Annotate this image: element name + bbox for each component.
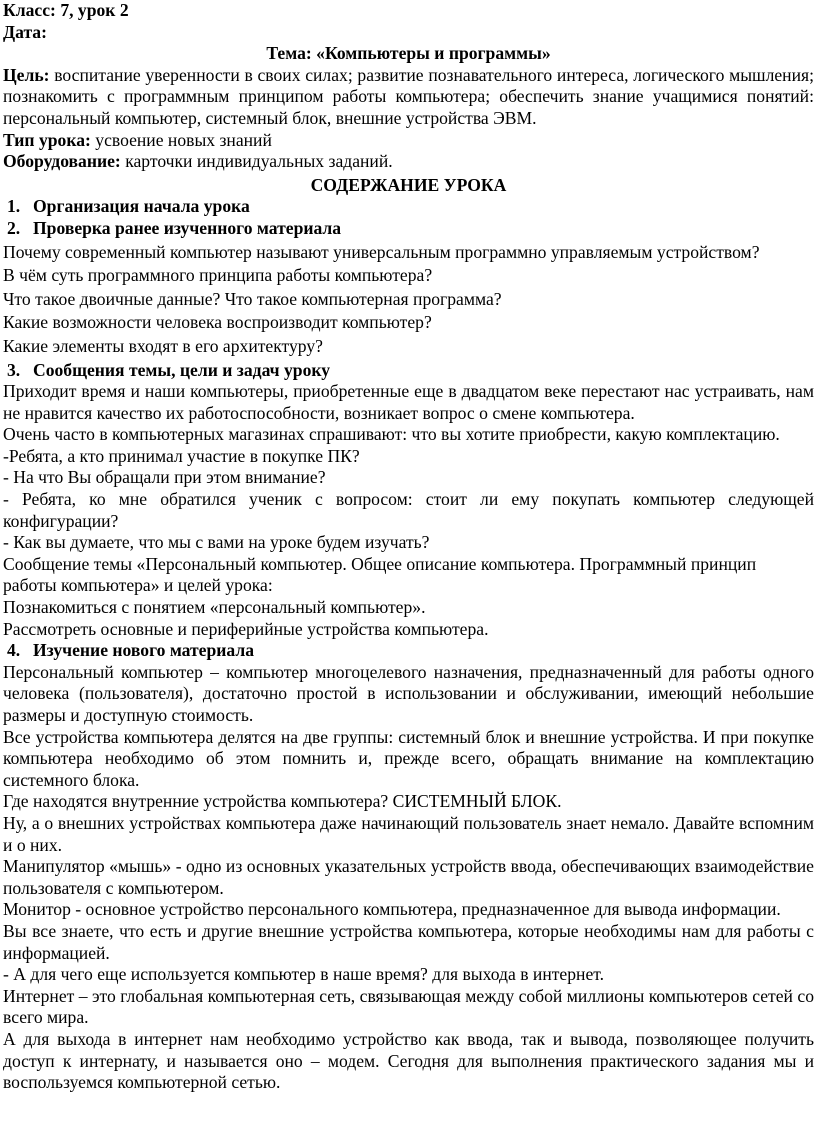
section-title: Проверка ранее изученного материала — [33, 217, 342, 238]
section-heading-1 — [3, 196, 814, 218]
class-value: 7, урок 2 — [60, 0, 129, 20]
material-paragraph: Интернет – это глобальная компьютерная сеть, связывающая между собой миллионы компьютеров сетей со всего мира. — [3, 985, 814, 1028]
goal-paragraph — [3, 65, 814, 130]
date-label: Дата: — [3, 21, 47, 42]
material-paragraph: Вы все знаете, что есть и другие внешние устройства компьютера, которые необходимы нам для работы с информацией. — [3, 920, 814, 963]
section-heading-2 — [3, 218, 814, 240]
intro-paragraph: Очень часто в компьютерных магазинах спрашивают: что вы хотите приобрести, какую комплектацию. — [3, 424, 780, 445]
section-title: Изучение нового материала — [33, 640, 255, 661]
material-paragraph: Монитор - основное устройство персонального компьютера, предназначенное для вывода информации. — [3, 899, 781, 920]
section-number: 1. — [7, 196, 21, 217]
review-question: В чём суть программного принципа работы компьютера? — [3, 265, 433, 286]
lesson-type-line — [3, 130, 814, 152]
lesson-type-text: усвоение новых знаний — [95, 129, 272, 150]
class-label: Класс: — [3, 0, 56, 20]
review-question: Что такое двоичные данные? Что такое компьютерная программа? — [3, 288, 502, 309]
section-title: Организация начала урока — [33, 196, 250, 217]
intro-paragraph: Приходит время и наши компьютеры, приобретенные еще в двадцатом веке перестают нас устраивать, нам не нравится качество их работоспособности, возникает вопрос о смене компьютера. — [3, 381, 814, 423]
material-paragraph: Манипулятор «мышь» - одно из основных указательных устройств ввода, обеспечивающих взаимодействие пользователя с компьютером. — [3, 856, 814, 898]
section-heading-3 — [3, 360, 814, 382]
material-paragraph: Ну, а о внешних устройствах компьютера даже начинающий пользователь знает немало. Давайте вспомним и о них. — [3, 812, 814, 855]
material-paragraph: Персональный компьютер – компьютер многоцелевого назначения, предназначенный для работы одного человека (пользователя), достаточно простой в использовании и обслуживании, имеющий небольшие размеры и доступную стоимость. — [3, 661, 814, 725]
class-line — [3, 0, 814, 22]
equipment-label: Оборудование: — [3, 151, 121, 172]
material-paragraph: Где находятся внутренние устройства компьютера? СИСТЕМНЫЙ БЛОК. — [3, 791, 562, 812]
review-question: Какие элементы входят в его архитектуру? — [3, 335, 323, 356]
lesson-type-label: Тип урока: — [3, 129, 91, 150]
intro-paragraph: - На что Вы обращали при этом внимание? — [3, 467, 326, 488]
goal-label: Цель: — [3, 64, 50, 85]
material-paragraph: А для выхода в интернет нам необходимо устройство как ввода, так и вывода, позволяющее получить доступ к интернату, и называется оно – модем. Сегодня для выполнения практического задания мы и воспользуемся компьютерной сетью. — [3, 1028, 814, 1093]
section-title: Сообщения темы, цели и задач уроку — [33, 359, 331, 380]
intro-paragraph: Рассмотреть основные и периферийные устройства компьютера. — [3, 618, 489, 639]
section-heading-4 — [3, 640, 814, 662]
equipment-text: карточки индивидуальных заданий. — [125, 151, 393, 172]
section-number: 4. — [7, 640, 21, 661]
topic-title: Тема: «Компьютеры и программы» — [266, 43, 551, 64]
section-number: 2. — [7, 217, 21, 238]
intro-paragraph: -Ребята, а кто принимал участие в покупке ПК? — [3, 445, 360, 466]
material-paragraph: - А для чего еще используется компьютер в наше время? для выхода в интернет. — [3, 964, 605, 985]
intro-paragraph: - Как вы думаете, что мы с вами на уроке будем изучать? — [3, 532, 430, 553]
section-number: 3. — [7, 359, 21, 380]
material-paragraph: Все устройства компьютера делятся на две группы: системный блок и внешние устройства. И при покупке компьютера необходимо об этом помнить и, прежде всего, обращать внимание на комплектацию системного блока. — [3, 726, 814, 790]
intro-paragraph: Сообщение темы «Персональный компьютер. Общее описание компьютера. Программный принцип работы компьютера» и целей урока: — [3, 553, 757, 596]
review-question: Почему современный компьютер называют универсальным программно управляемым устройством? — [3, 241, 760, 262]
equipment-line — [3, 151, 814, 173]
review-question: Какие возможности человека воспроизводит компьютер? — [3, 312, 432, 333]
content-title: СОДЕРЖАНИЕ УРОКА — [310, 174, 507, 195]
intro-paragraph: - Ребята, ко мне обратился ученик с вопросом: стоит ли ему покупать компьютер следующей конфигурации? — [3, 489, 814, 531]
intro-paragraph: Познакомиться с понятием «персональный компьютер». — [3, 597, 426, 618]
goal-text: воспитание уверенности в своих силах; развитие познавательного интереса, логического мышления; познакомить с программным принципом работы компьютера; обеспечить знание учащимися понятий: персональный компьютер, системный блок, внешние устройства ЭВМ. — [3, 64, 814, 128]
